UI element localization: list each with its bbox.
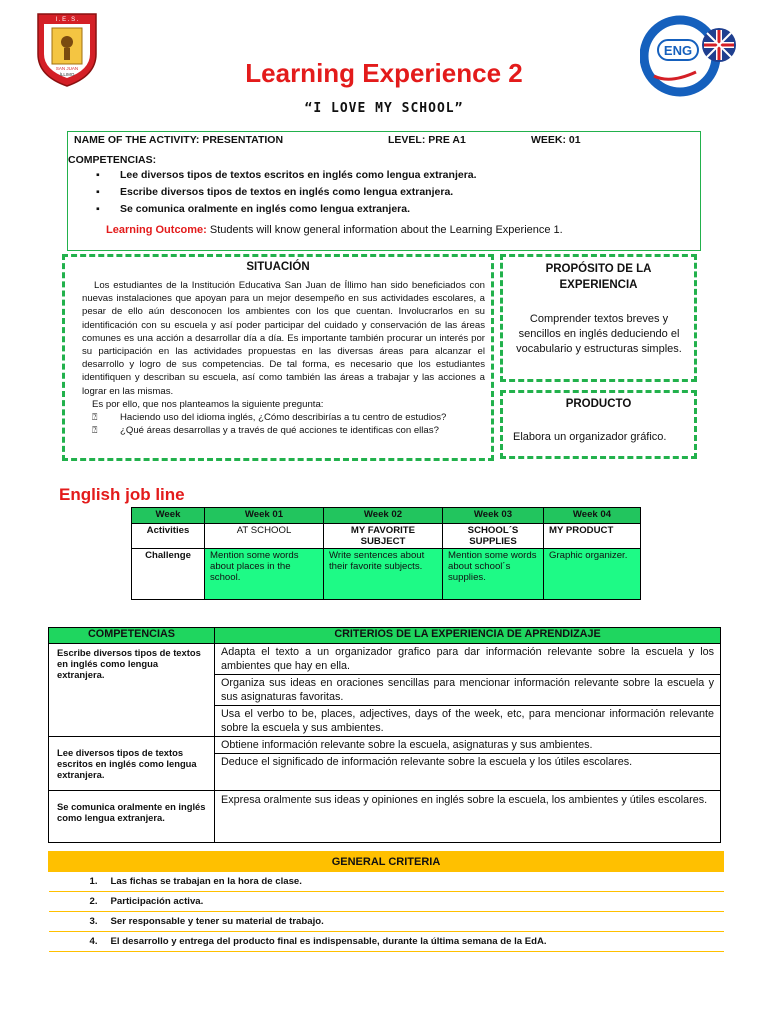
- item-text: El desarrollo y entrega del producto final es indispensable, durante la última semana de la EdA.: [110, 932, 724, 952]
- item-number: 1.: [49, 872, 110, 892]
- table-row: [49, 912, 724, 932]
- competencia-item: ▪ Escribe diversos tipos de textos en inglés como lengua extranjera.: [96, 186, 477, 203]
- activity-name: NAME OF THE ACTIVITY: PRESENTATION: [74, 134, 284, 146]
- activity-box: [67, 131, 701, 251]
- item-number: 2.: [49, 892, 110, 912]
- table-cell: Graphic organizer.: [544, 549, 641, 600]
- item-text: Participación activa.: [110, 892, 724, 912]
- table-header: Week 02: [324, 508, 443, 524]
- row-label: Activities: [132, 524, 205, 549]
- table-row: [49, 892, 724, 912]
- table-header: Week 04: [544, 508, 641, 524]
- table-header: CRITERIOS DE LA EXPERIENCIA DE APRENDIZAJE: [215, 628, 721, 644]
- situacion-paragraph: Los estudiantes de la Institución Educativa San Juan de Íllimo han sido beneficiados con nuevas instalaciones que apoyan para un mejor desempeño en sus actividades escolares, a pesar de ello aún desconocen los ambientes con los que cuentan. Involucrarlos en su identificación con su escuela y así poder participar del cuidado y conservación de las áreas comunes es una acción a desarrollar día a día. Es importante también procurar un interés por su participación en las actividades propuestas en las diversas áreas para alcanzar el desarrollo y logro de sus competencias. De tal forma, es necesario que los estudiantes identifiquen y describan su escuela, así como también las áreas a trabajar y las acciones a lograr en las mismas.: [82, 280, 485, 397]
- competencias-label: COMPETENCIAS:: [68, 154, 157, 166]
- table-row: [49, 932, 724, 952]
- situacion-text: [82, 279, 485, 437]
- producto-text: Elabora un organizador gráfico.: [513, 431, 667, 443]
- table-row: [49, 737, 721, 754]
- competencias-list: [96, 169, 477, 220]
- item-number: 3.: [49, 912, 110, 932]
- page-subtitle: “I LOVE MY SCHOOL”: [304, 101, 464, 116]
- proposito-box: [500, 254, 697, 382]
- item-text: Las fichas se trabajan en la hora de clase.: [110, 872, 724, 892]
- table-row: [49, 852, 724, 872]
- row-label: Challenge: [132, 549, 205, 600]
- question-text: ¿Qué áreas desarrollas y a través de qué acciones te identificas con ellas?: [120, 425, 439, 437]
- table-header: COMPETENCIAS: [49, 628, 215, 644]
- table-cell: MY PRODUCT: [544, 524, 641, 549]
- table-header: Week 03: [443, 508, 544, 524]
- table-row: [49, 872, 724, 892]
- learning-outcome-label: Learning Outcome:: [106, 224, 207, 236]
- criterio-cell: Organiza sus ideas en oraciones sencillas para mencionar información relevante sobre la escuela y sus asignaturas favoritas.: [215, 675, 721, 706]
- crest-middle-text: SAN JUAN: [55, 66, 79, 71]
- table-row: [49, 791, 721, 843]
- proposito-text: Comprender textos breves y sencillos en inglés deduciendo el vocabulario y estructuras simples.: [516, 313, 682, 355]
- table-row: [132, 549, 641, 600]
- criterio-cell: Deduce el significado de información relevante sobre la escuela y los útiles escolares.: [215, 754, 721, 791]
- table-row: [49, 628, 721, 644]
- crest-bottom-text: ÍLLIMO: [59, 72, 75, 77]
- table-row: [49, 644, 721, 675]
- competencia-cell: Lee diversos tipos de textos escritos en inglés como lengua extranjera.: [49, 737, 215, 791]
- activity-level: LEVEL: PRE A1: [388, 134, 466, 146]
- competencia-cell: Escribe diversos tipos de textos en inglés como lengua extranjera.: [49, 644, 215, 737]
- table-cell: AT SCHOOL: [205, 524, 324, 549]
- question-text: Haciendo uso del idioma inglés, ¿Cómo describirías a tu centro de estudios?: [120, 412, 447, 424]
- situacion-question: [82, 424, 485, 437]
- criterio-cell: Obtiene información relevante sobre la escuela, asignaturas y sus ambientes.: [215, 737, 721, 754]
- situacion-box: [62, 254, 494, 461]
- eng-logo-text: ENG: [663, 43, 693, 58]
- table-cell: Write sentences about their favorite subjects.: [324, 549, 443, 600]
- producto-box: [500, 390, 697, 459]
- crest-top-text: I . E . S .: [55, 17, 79, 23]
- table-header: Week: [132, 508, 205, 524]
- table-cell: MY FAVORITE SUBJECT: [324, 524, 443, 549]
- criterio-cell: Expresa oralmente sus ideas y opiniones en inglés sobre la escuela, los ambientes y útiles escolares.: [215, 791, 721, 843]
- table-row: [132, 524, 641, 549]
- competencia-cell: Se comunica oralmente en inglés como lengua extranjera.: [49, 791, 215, 843]
- competencia-item: ▪ Se comunica oralmente en inglés como lengua extranjera.: [96, 203, 477, 220]
- competencia-item: ▪ Lee diversos tipos de textos escritos en inglés como lengua extranjera.: [96, 169, 477, 186]
- table-row: [132, 508, 641, 524]
- question-marker-icon: ⍰: [92, 425, 98, 436]
- table-cell: SCHOOL´S SUPPLIES: [443, 524, 544, 549]
- job-line-table: [131, 507, 641, 600]
- learning-outcome-text: Students will know general information about the Learning Experience 1.: [209, 224, 563, 236]
- job-line-title: English job line: [59, 485, 185, 504]
- situacion-question: [82, 411, 485, 424]
- question-marker-icon: ⍰: [92, 412, 98, 423]
- item-number: 4.: [49, 932, 110, 952]
- situacion-lead: Es por ello, que nos planteamos la siguiente pregunta:: [92, 398, 324, 410]
- producto-title: PRODUCTO: [565, 398, 632, 410]
- table-cell: Mention some words about places in the school.: [205, 549, 324, 600]
- criterio-cell: Usa el verbo to be, places, adjectives, days of the week, etc, para mencionar información relevante sobre la escuela y sus ambientes.: [215, 706, 721, 737]
- table-header: Week 01: [205, 508, 324, 524]
- proposito-title: PROPÓSITO DE LA EXPERIENCIA: [545, 263, 652, 291]
- general-criteria-title: GENERAL CRITERIA: [49, 852, 724, 872]
- item-text: Ser responsable y tener su material de trabajo.: [110, 912, 724, 932]
- learning-outcome: [106, 224, 563, 236]
- general-criteria-table: [48, 851, 724, 952]
- criterios-table: [48, 627, 721, 843]
- page-title: Learning Experience 2: [245, 58, 523, 88]
- activity-week: WEEK: 01: [531, 134, 581, 146]
- situacion-title: SITUACIÓN: [246, 261, 310, 273]
- criterio-cell: Adapta el texto a un organizador grafico para dar información relevante sobre la escuela y los ambientes que hay en ella.: [215, 644, 721, 675]
- table-cell: Mention some words about school´s supplies.: [443, 549, 544, 600]
